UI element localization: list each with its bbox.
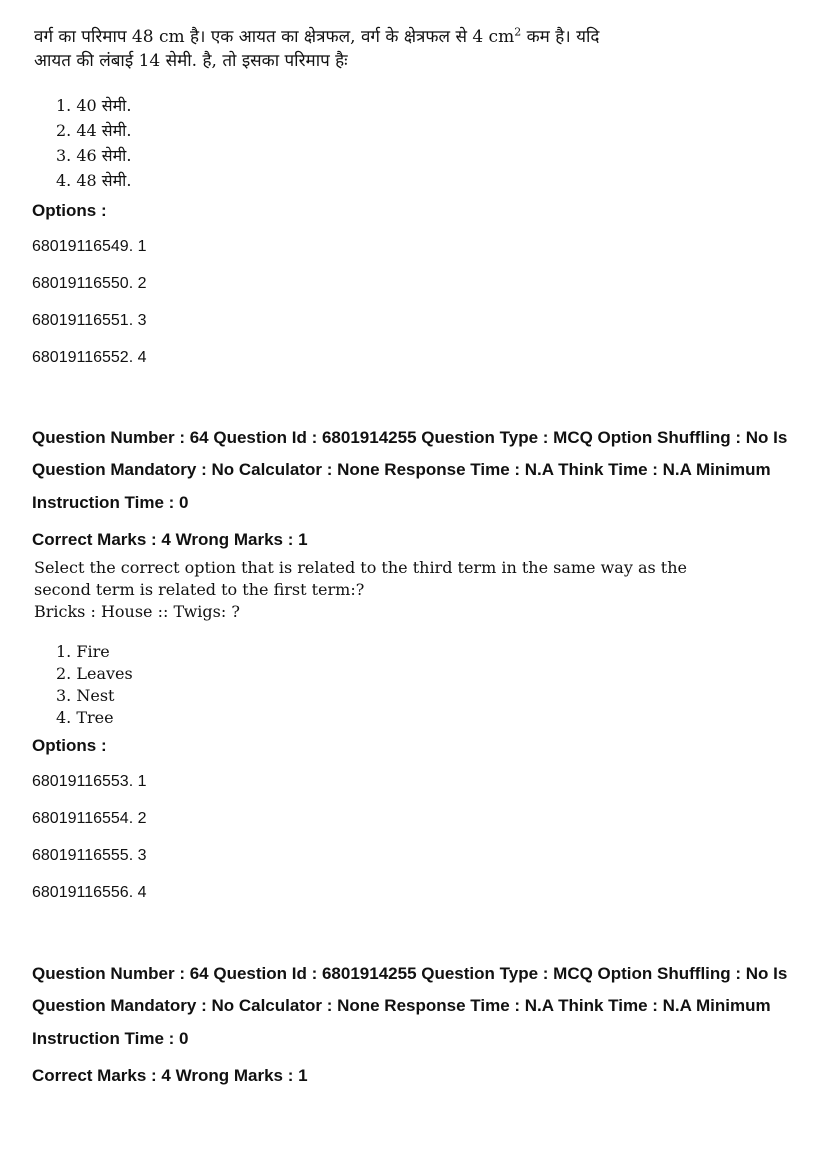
marks-line: Correct Marks : 4 Wrong Marks : 1 [32, 1066, 308, 1085]
choice-item: 3. 46 सेमी. [56, 146, 132, 165]
option-id: 68019116552. 4 [32, 349, 147, 366]
option-id: 68019116550. 2 [32, 275, 147, 292]
choice-item: 2. 44 सेमी. [56, 121, 132, 140]
question-text-line: Bricks : House :: Twigs: ? [34, 602, 240, 621]
question-meta-line: Question Number : 64 Question Id : 6801914255 Question Type : MCQ Option Shuffling : No Is [32, 428, 788, 447]
question-text-line: second term is related to the first term:? [34, 580, 365, 599]
option-id: 68019116553. 1 [32, 773, 147, 790]
option-id: 68019116554. 2 [32, 810, 147, 827]
superscript: 2 [514, 25, 522, 39]
question-meta-line: Instruction Time : 0 [32, 493, 189, 512]
question-meta-line: Question Mandatory : No Calculator : None Response Time : N.A Think Time : N.A Minimum [32, 996, 771, 1015]
option-id: 68019116556. 4 [32, 884, 147, 901]
question-text-part: वर्ग का परिमाप 48 cm है। एक आयत का क्षेत्रफल, वर्ग के क्षेत्रफल से 4 cm [34, 27, 515, 47]
question-meta-line: Question Mandatory : No Calculator : None Response Time : N.A Think Time : N.A Minimum [32, 460, 771, 479]
choice-item: 2. Leaves [56, 664, 133, 683]
question-text-line: Select the correct option that is related to the third term in the same way as the [34, 558, 688, 577]
option-id: 68019116555. 3 [32, 847, 147, 864]
choice-item: 4. Tree [56, 708, 114, 727]
option-id: 68019116551. 3 [32, 312, 147, 329]
question-text-part: कम है। यदि [521, 27, 600, 47]
question-text-line [34, 26, 599, 48]
marks-line: Correct Marks : 4 Wrong Marks : 1 [32, 530, 308, 549]
option-id: 68019116549. 1 [32, 238, 147, 255]
choice-item: 4. 48 सेमी. [56, 171, 132, 190]
choice-item: 1. 40 सेमी. [56, 96, 132, 115]
options-label: Options : [32, 201, 107, 220]
choice-item: 3. Nest [56, 686, 115, 705]
choice-item: 1. Fire [56, 642, 110, 661]
question-meta-line: Question Number : 64 Question Id : 6801914255 Question Type : MCQ Option Shuffling : No Is [32, 964, 788, 983]
options-label: Options : [32, 736, 107, 755]
question-text-line: आयत की लंबाई 14 सेमी. है, तो इसका परिमाप हैः [34, 51, 348, 71]
question-meta-line: Instruction Time : 0 [32, 1029, 189, 1048]
